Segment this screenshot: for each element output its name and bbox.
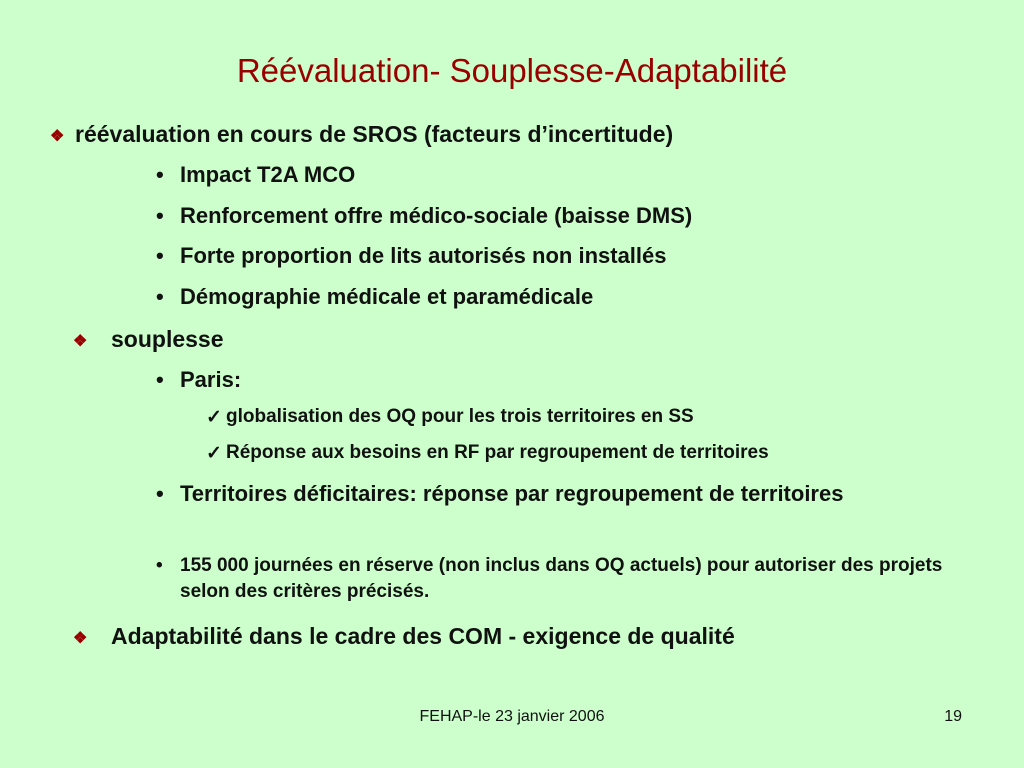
bullet-text: Forte proportion de lits autorisés non installés: [180, 243, 667, 268]
checkmark-icon: ✓: [206, 407, 222, 428]
footer-text: FEHAP-le 23 janvier 2006: [419, 708, 605, 725]
bullet-dot-icon: •: [156, 555, 163, 576]
bullet-dot-icon: •: [156, 284, 164, 309]
section-heading-text: Adaptabilité dans le cadre des COM - exigence de qualité: [111, 623, 735, 649]
bullet-dot-icon: •: [156, 367, 164, 392]
bullet-text: Renforcement offre médico-sociale (baisse DMS): [180, 203, 693, 228]
bullet-text: Paris:: [180, 367, 242, 392]
bullet-item: [156, 243, 667, 269]
slide-title: Réévaluation- Souplesse-Adaptabilité: [236, 52, 788, 89]
bullet-text: Impact T2A MCO: [180, 162, 356, 187]
section-heading-text: souplesse: [111, 326, 224, 352]
section-heading-reevaluation: [50, 121, 674, 148]
bullet-text: 155 000 journées en réserve (non inclus dans OQ actuels) pour autoriser des projets selon des critères précisés.: [180, 555, 943, 603]
section-heading-text: réévaluation en cours de SROS (facteurs d’incertitude): [75, 121, 674, 147]
bullet-text: Territoires déficitaires: réponse par regroupement de territoires: [180, 481, 844, 506]
bullet-dot-icon: •: [156, 162, 164, 187]
checkmark-icon: ✓: [206, 443, 222, 464]
bullet-item: [156, 367, 242, 393]
check-item: [206, 406, 694, 428]
bullet-item: [156, 553, 970, 605]
bullet-item: [156, 162, 356, 188]
bullet-dot-icon: •: [156, 203, 164, 228]
bullet-item: [156, 203, 693, 229]
bullet-item: [156, 284, 594, 310]
section-heading-souplesse: [73, 326, 224, 353]
bullet-item: [156, 479, 915, 509]
bullet-dot-icon: •: [156, 243, 164, 268]
check-text: globalisation des OQ pour les trois territoires en SS: [226, 406, 694, 427]
diamond-bullet-icon: ❖: [50, 128, 65, 145]
page-number: 19: [944, 708, 962, 725]
diamond-bullet-icon: ❖: [73, 333, 88, 350]
bullet-text: Démographie médicale et paramédicale: [180, 284, 594, 309]
check-item: [206, 442, 769, 464]
bullet-dot-icon: •: [156, 481, 164, 506]
check-text: Réponse aux besoins en RF par regroupement de territoires: [226, 442, 769, 463]
section-heading-adaptabilite: [73, 623, 735, 650]
diamond-bullet-icon: ❖: [73, 630, 88, 647]
